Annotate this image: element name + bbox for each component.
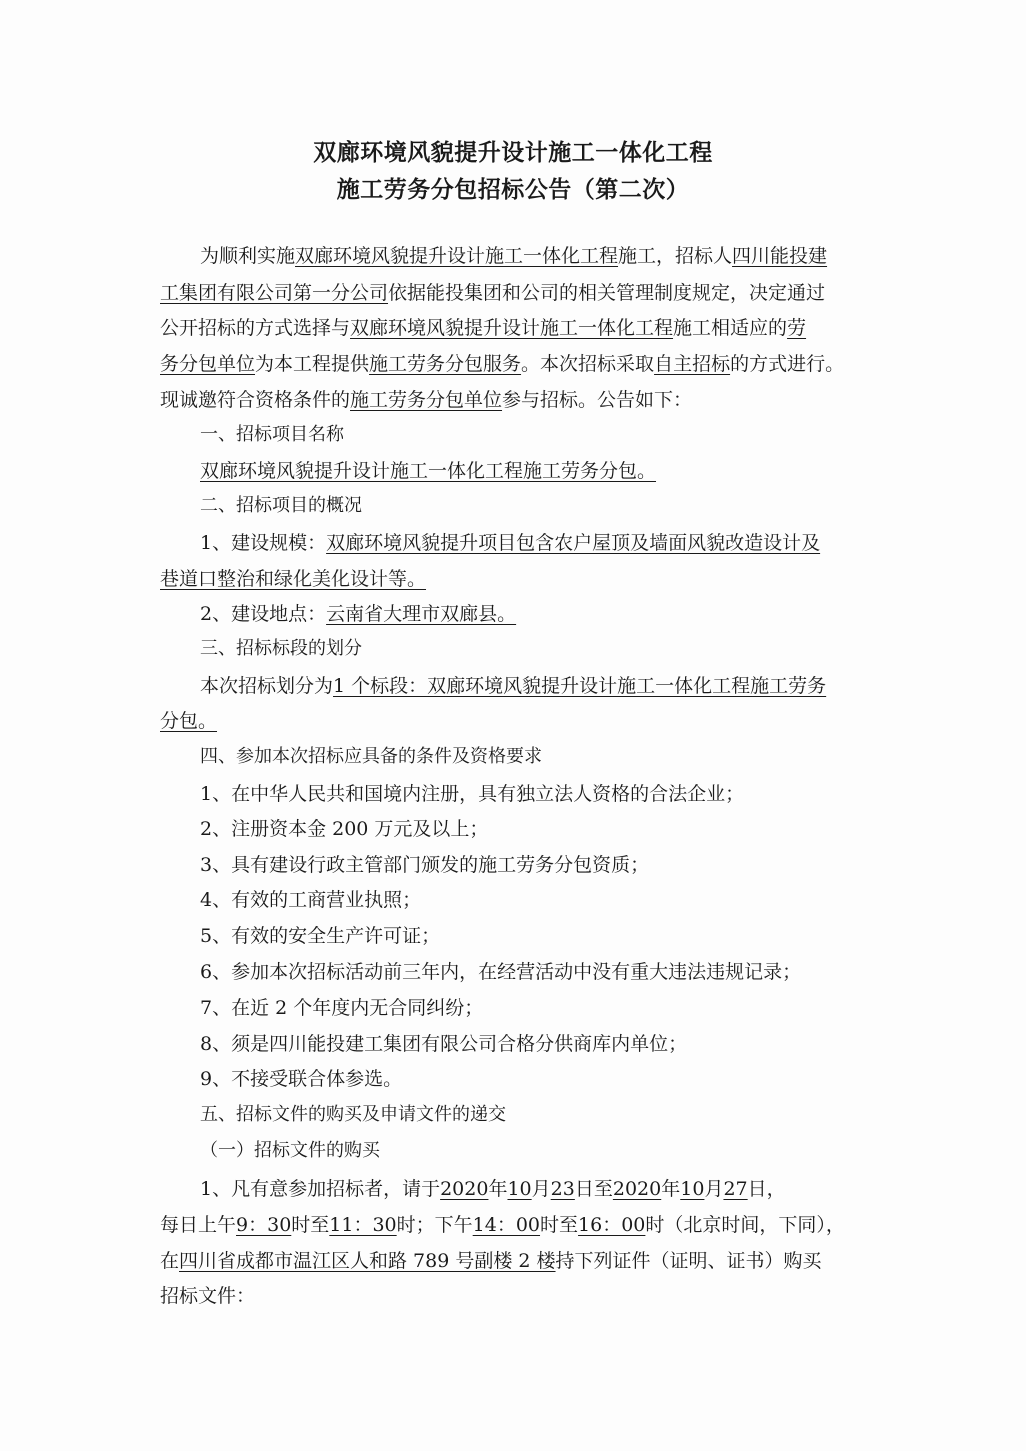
afternoon-end-time: 16：00 (578, 1214, 646, 1236)
lot-division-underlined: 分包。 (160, 710, 218, 732)
section-3-text-cont (160, 708, 217, 734)
intro-text: 现诚邀符合资格条件的 (160, 389, 351, 411)
section-text: 时（北京时间，下同）， (645, 1214, 845, 1236)
requirement-item: 2、注册资本金 200 万元及以上； (200, 818, 489, 840)
section-text: 本次招标划分为 (200, 675, 334, 697)
requirement-item: 8、须是四川能投建工集团有限公司合格分供商库内单位； (200, 1033, 688, 1055)
morning-start-time: 9：30 (236, 1214, 292, 1236)
document-title-line1: 双廊环境风貌提升设计施工一体化工程 (313, 140, 713, 166)
section-2-item-1-cont (160, 566, 426, 592)
afternoon-start-time: 14：00 (472, 1214, 541, 1236)
section-3-text (200, 673, 826, 699)
unit-year: 年 (488, 1178, 508, 1200)
purchase-docs-line: 招标文件： (160, 1285, 256, 1307)
lot-division-underlined: 1 个标段：双廊环境风貌提升设计施工一体化工程施工劳务 (333, 675, 827, 697)
requirement-item: 5、有效的安全生产许可证； (200, 925, 441, 947)
requirement-item: 1、在中华人民共和国境内注册，具有独立法人资格的合法企业； (200, 783, 745, 805)
start-year: 2020 (440, 1178, 489, 1200)
section-text: 时至 (291, 1214, 330, 1236)
requirement-item: 9、不接受联合体参选。 (200, 1068, 403, 1090)
tenderer-name-underlined: 四川能投建 (732, 245, 828, 267)
intro-line-1 (200, 243, 827, 269)
requirement-item: 4、有效的工商营业执照； (200, 889, 422, 911)
requirement-item: 7、在近 2 个年度内无合同纠纷； (200, 997, 484, 1019)
section-5-heading: 五、招标文件的购买及申请文件的递交 (200, 1104, 506, 1125)
project-name-underlined: 双廊环境风貌提升设计施工一体化工程 (295, 245, 619, 267)
section-3-heading: 三、招标标段的划分 (200, 638, 362, 659)
document-title-line2: 施工劳务分包招标公告（第二次） (336, 177, 690, 203)
unit-year: 年 (661, 1178, 681, 1200)
section-2-item-1 (200, 530, 820, 556)
start-month: 10 (507, 1178, 532, 1200)
construction-scale-underlined: 巷道口整治和绿化美化设计等。 (160, 568, 427, 590)
purchase-address: 四川省成都市温江区人和路 789 号副楼 2 楼 (179, 1250, 556, 1272)
intro-text: 施工相适应的 (673, 317, 788, 339)
intro-text: 公开招标的方式选择与 (160, 317, 351, 339)
section-text: 时至 (540, 1214, 579, 1236)
project-title-underlined: 双廊环境风貌提升设计施工一体化工程施工劳务分包。 (200, 460, 657, 482)
intro-text: 依据能投集团和公司的相关管理制度规定，决定通过 (388, 282, 826, 304)
section-text: 时；下午 (396, 1214, 473, 1236)
intro-text: 为顺利实施 (200, 245, 296, 267)
section-1-text (200, 458, 656, 484)
intro-text: 为本工程提供 (255, 353, 370, 375)
end-day: 27 (723, 1178, 748, 1200)
section-2-heading: 二、招标项目的概况 (200, 495, 362, 516)
purchase-date-line (200, 1176, 786, 1202)
morning-end-time: 11：30 (329, 1214, 397, 1236)
section-text: 持下列证件（证明、证书）购买 (555, 1250, 822, 1272)
unit-type-underlined: 施工劳务分包单位 (350, 389, 503, 411)
end-year: 2020 (612, 1178, 662, 1200)
section-4-heading: 四、参加本次招标应具备的条件及资格要求 (200, 746, 542, 767)
unit-day-to: 日至 (574, 1178, 613, 1200)
unit-type-underlined: 务分包单位 (160, 353, 256, 375)
section-text: 每日上午 (160, 1214, 237, 1236)
construction-site-underlined: 云南省大理市双廊县。 (326, 603, 517, 625)
purchase-address-line (160, 1248, 822, 1274)
requirement-item: 6、参加本次招标活动前三年内，在经营活动中没有重大违法违规记录； (200, 961, 802, 983)
intro-text: 参与招标。公告如下： (502, 389, 693, 411)
intro-text: 。本次招标采取 (521, 353, 655, 375)
section-text: 在 (160, 1250, 180, 1272)
purchase-time-line (160, 1212, 845, 1238)
unit-month: 月 (531, 1178, 551, 1200)
tender-method-underlined: 自主招标 (654, 353, 731, 375)
unit-month: 月 (704, 1178, 724, 1200)
unit-day: 日， (747, 1178, 786, 1200)
section-5-subheading: （一）招标文件的购买 (200, 1140, 380, 1161)
intro-line-3 (160, 315, 806, 341)
construction-scale-underlined: 双廊环境风貌提升项目包含农户屋顶及墙面风貌改造设计及 (326, 532, 821, 554)
section-2-item-2 (200, 601, 516, 627)
start-day: 23 (550, 1178, 575, 1200)
intro-text: 的方式进行。 (730, 353, 845, 375)
section-text: 1、凡有意参加招标者，请于 (200, 1178, 441, 1200)
end-month: 10 (680, 1178, 705, 1200)
service-type-underlined: 施工劳务分包服务 (369, 353, 522, 375)
intro-text: 施工，招标人 (618, 245, 733, 267)
project-name-underlined: 双廊环境风貌提升设计施工一体化工程 (350, 317, 674, 339)
unit-type-underlined: 劳 (787, 317, 807, 339)
requirement-item: 3、具有建设行政主管部门颁发的施工劳务分包资质； (200, 854, 650, 876)
item-label: 1、建设规模： (200, 532, 327, 554)
intro-line-2 (160, 280, 825, 306)
section-1-heading: 一、招标项目名称 (200, 424, 344, 445)
intro-line-5 (160, 387, 692, 413)
tenderer-name-underlined: 工集团有限公司第一分公司 (160, 282, 389, 304)
item-label: 2、建设地点： (200, 603, 327, 625)
intro-line-4 (160, 351, 844, 377)
